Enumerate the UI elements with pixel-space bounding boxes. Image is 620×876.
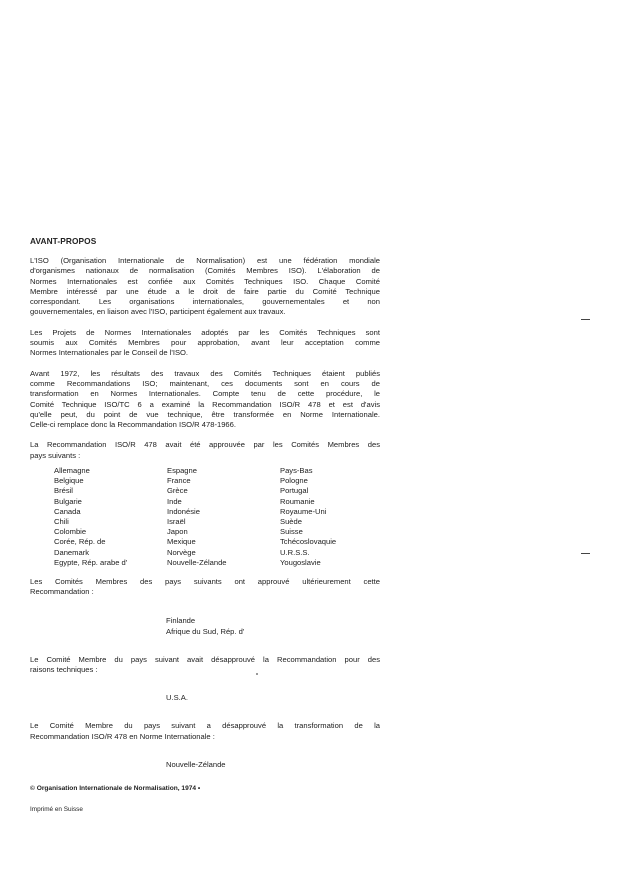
country-item: Pologne <box>280 476 308 486</box>
text-line: Le Comité Membre du pays suivant avait désapprouvé la Recommandation pour des <box>30 654 380 664</box>
margin-tick-mark <box>581 319 590 320</box>
country-item: Inde <box>167 496 182 506</box>
text-line: Les Comités Membres des pays suivants ont approuvé ultérieurement cette <box>30 577 380 587</box>
text-line: Celle-ci remplace donc la Recommandation ISO/R 478-1966. <box>30 420 236 430</box>
country-item: Finlande <box>166 615 196 625</box>
country-item: Allemagne <box>54 466 90 476</box>
text-line: Le Comité Membre du pays suivant a désapprouvé la transformation de la <box>30 721 380 731</box>
text-line: Membre intéressé par une étude a le droit de faire partie du Comité Technique <box>30 286 380 296</box>
text-line: qu'elle peut, du point de vue technique, être transformée en Norme Internationale. <box>30 409 380 419</box>
country-item: Suisse <box>280 527 303 537</box>
country-item: Danemark <box>54 547 90 557</box>
country-item: Pays-Bas <box>280 466 313 476</box>
country-item: Bulgarie <box>54 496 82 506</box>
countries-column-3 <box>280 466 400 568</box>
text-line: Recommandation ISO/R 478 en Norme Internationale : <box>30 731 215 741</box>
text-line: comme Recommandations ISO; maintenant, ces documents sont en cours de <box>30 378 380 388</box>
country-item: U.R.S.S. <box>280 547 310 557</box>
printed-in-note: Imprimé en Suisse <box>30 806 83 813</box>
transformation-disapproval-paragraph <box>30 721 380 742</box>
text-line: transformation en Normes Internationales. Compte tenu de cette procédure, le <box>30 389 380 399</box>
country-item: Nouvelle-Zélande <box>166 759 226 769</box>
technical-disapproval-paragraph <box>30 655 380 676</box>
country-item: Royaume-Uni <box>280 506 327 516</box>
country-item: Tchécoslovaquie <box>280 537 337 547</box>
later-approval-paragraph <box>30 577 380 598</box>
text-line: correspondant. Les organisations internationales, gouvernementales et non <box>30 297 380 307</box>
history-paragraph <box>30 369 380 431</box>
text-line: d'organismes nationaux de normalisation (Comités Membres ISO). L'élaboration de <box>30 266 380 276</box>
approval-paragraph <box>30 440 380 461</box>
countries-column-2 <box>167 466 280 568</box>
text-line: Avant 1972, les résultats des travaux des Comités Techniques étaient publiés <box>30 368 380 378</box>
country-item: Chili <box>54 517 69 527</box>
country-item: Canada <box>54 506 81 516</box>
text-line: raisons techniques : <box>30 664 98 674</box>
country-item: Nouvelle-Zélande <box>167 557 227 567</box>
text-line: Normes Internationales est confiée aux Comités Techniques ISO. Chaque Comité <box>30 276 380 286</box>
approving-countries-list <box>54 466 380 568</box>
technical-disapproval-countries <box>166 692 380 703</box>
transformation-disapproval-countries <box>166 759 380 770</box>
text-line: gouvernementales, en liaison avec l'ISO, participent également aux travaux. <box>30 307 286 317</box>
foreword <box>30 236 380 784</box>
country-item: Colombie <box>54 527 87 537</box>
country-item: Indonésie <box>167 506 200 516</box>
later-approval-countries <box>166 615 380 637</box>
country-item: Yougoslavie <box>280 557 321 567</box>
country-item: Brésil <box>54 486 73 496</box>
country-item: Israël <box>167 517 186 527</box>
text-line: soumis aux Comités Membres pour approbation, avant leur acceptation comme <box>30 338 380 348</box>
drafts-paragraph <box>30 328 380 359</box>
country-item: Afrique du Sud, Rép. d' <box>166 626 245 636</box>
intro-paragraph <box>30 256 380 318</box>
country-item: Belgique <box>54 476 84 486</box>
text-line: La Recommandation ISO/R 478 avait été approuvée par les Comités Membres des <box>30 440 380 450</box>
country-item: Norvège <box>167 547 196 557</box>
stray-dot <box>256 673 258 675</box>
text-line: Recommandation : <box>30 587 94 597</box>
country-item: Egypte, Rép. arabe d' <box>54 557 128 567</box>
margin-tick-mark <box>581 553 590 554</box>
foreword-heading: AVANT-PROPOS <box>30 236 97 246</box>
countries-column-1 <box>54 466 167 568</box>
text-line: Normes Internationales par le Conseil de l'ISO. <box>30 348 189 358</box>
text-line: L'ISO (Organisation Internationale de Normalisation) est une fédération mondiale <box>30 256 380 265</box>
country-item: Portugal <box>280 486 309 496</box>
country-item: U.S.A. <box>166 693 188 703</box>
country-item: Roumanie <box>280 496 315 506</box>
country-item: Corée, Rép. de <box>54 537 106 547</box>
country-item: Grèce <box>167 486 188 496</box>
country-item: Mexique <box>167 537 196 547</box>
country-item: France <box>167 476 191 486</box>
text-line: Les Projets de Normes Internationales adoptés par les Comités Techniques sont <box>30 327 380 337</box>
country-item: Suède <box>280 517 302 527</box>
country-item: Espagne <box>167 466 197 476</box>
text-line: pays suivants : <box>30 450 81 460</box>
copyright-notice: © Organisation Internationale de Normalisation, 1974 • <box>30 785 201 792</box>
country-item: Japon <box>167 527 188 537</box>
text-line: Comité Technique ISO/TC 6 a examiné la Recommandation ISO/R 478 et est d'avis <box>30 399 380 409</box>
